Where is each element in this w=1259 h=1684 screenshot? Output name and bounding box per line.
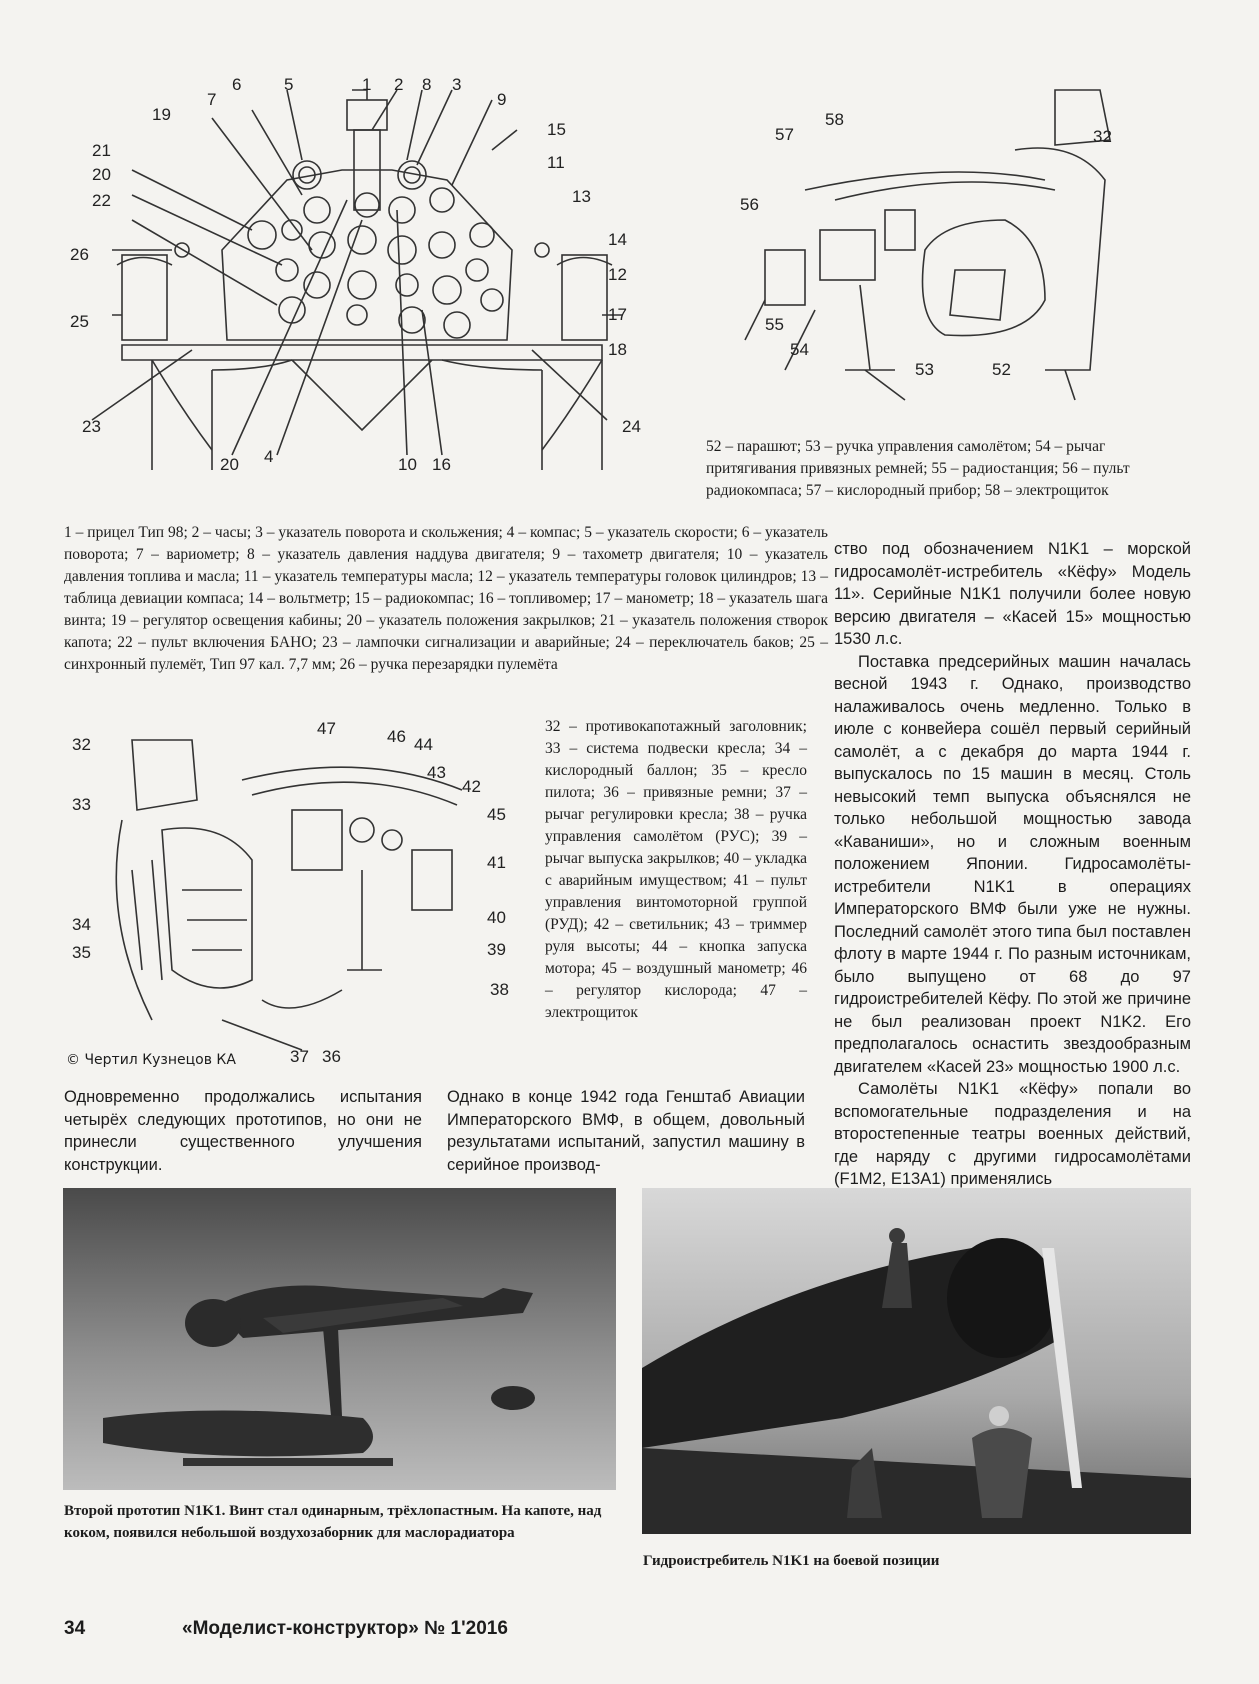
fig3-label-36: 36 bbox=[322, 1047, 341, 1066]
fig1-label-22: 22 bbox=[92, 191, 111, 210]
fig2-label-57: 57 bbox=[775, 125, 794, 144]
fig1-label-23: 23 bbox=[82, 417, 101, 436]
column-3-paragraph-2: Поставка предсерийных машин началась весной 1943 г. Однако, производство налаживалось очень медленно. Только в июле с конвейера сошёл первый серийный самолёт, а с декабря до марта 1944 г. выпускалось по 15 машин в месяц. Столь невысокий темп выпуска объяснялся не только небольшой мощностью завода «Каваниши», но и сложным военным положением Японии. Гидросамолёты-истребители N1K1 в операциях Императорского ВМФ были уже не нужны. Последний самолёт этого типа был поставлен флоту в марте 1944 г. По разным источникам, было выпущено от 68 до 97 гидроистребителей Кёфу. По этой же причине не был реализован проект N1K2. Его предполагалось оснастить звездообразным двигателем «Касей 23» мощностью 1900 л.с. bbox=[834, 652, 1191, 1076]
column-3-paragraph-3: Самолёты N1K1 «Кёфу» попали во вспомогательные подразделения и на второстепенные театры военных действий, где наряду с другими гидросамолётами (F1M2, E13A1) применялись bbox=[834, 1080, 1191, 1188]
column-2-paragraph: Однако в конце 1942 года Генштаб Авиации Императорского ВМФ, в общем, довольный результатами испытаний, запустил машину в серийное производ- bbox=[447, 1088, 805, 1174]
fig1-label-20-top: 20 bbox=[92, 165, 111, 184]
fig1-label-3: 3 bbox=[452, 75, 462, 94]
drawing-credit-text: Чертил Кузнецов КА bbox=[84, 1052, 236, 1068]
fig1-label-13: 13 bbox=[572, 187, 591, 206]
fig2-label-58: 58 bbox=[825, 110, 844, 129]
article-column-3 bbox=[834, 538, 1191, 1191]
fig1-label-17: 17 bbox=[608, 305, 627, 324]
column-1-paragraph: Одновременно продолжались испытания четырёх следующих прототипов, но они не принесли существенного улучшения конструкции. bbox=[64, 1088, 422, 1174]
fig1-label-4: 4 bbox=[264, 447, 274, 466]
fig1-label-15: 15 bbox=[547, 120, 566, 139]
fig1-label-9: 9 bbox=[497, 90, 507, 109]
fig1-label-10: 10 bbox=[398, 455, 417, 474]
fig1-label-7: 7 bbox=[207, 90, 217, 109]
fig2-label-32: 32 bbox=[1093, 127, 1112, 146]
fig1-label-25: 25 bbox=[70, 312, 89, 331]
fig3-label-37: 37 bbox=[290, 1047, 309, 1066]
fig2-label-53: 53 bbox=[915, 360, 934, 379]
fig1-label-26: 26 bbox=[70, 245, 89, 264]
fig3-label-42: 42 bbox=[462, 777, 481, 796]
page-number: 34 bbox=[64, 1618, 86, 1639]
fig2-legend: 52 – парашют; 53 – ручка управления самолётом; 54 – рычаг притягивания привязных ремней; 55 – радиостанция; 56 – пульт радиокомпаса; 57 – кислородный прибор; 58 – электрощиток bbox=[706, 438, 1130, 499]
fig2-label-56: 56 bbox=[740, 195, 759, 214]
fig1-label-8: 8 bbox=[422, 75, 432, 94]
fig1-label-11: 11 bbox=[547, 153, 565, 172]
fig3-label-32: 32 bbox=[72, 735, 91, 754]
article-column-1 bbox=[64, 1086, 422, 1176]
fig3-label-46: 46 bbox=[387, 727, 406, 746]
photo-right-caption: Гидроистребитель N1K1 на боевой позиции bbox=[643, 1553, 940, 1569]
fig3-label-44: 44 bbox=[414, 735, 433, 754]
fig1-label-6: 6 bbox=[232, 75, 242, 94]
magazine-title: «Моделист-конструктор» № 1'2016 bbox=[182, 1618, 508, 1639]
fig1-label-2: 2 bbox=[394, 75, 404, 94]
fig1-label-12: 12 bbox=[608, 265, 627, 284]
instrument-panel-drawing bbox=[62, 70, 662, 510]
fig3-label-45: 45 bbox=[487, 805, 506, 824]
fig3-label-43: 43 bbox=[427, 763, 446, 782]
fig3-label-35: 35 bbox=[72, 943, 91, 962]
fig1-label-14: 14 bbox=[608, 230, 627, 249]
fig1-legend: 1 – прицел Тип 98; 2 – часы; 3 – указатель поворота и скольжения; 4 – компас; 5 – указатель скорости; 6 – указатель поворота; 7 – вариометр; 8 – указатель давления наддува двигателя; 9 – тахометр двигателя; 10 – указатель давления топлива и масла; 11 – указатель температуры масла; 12 – указатель температуры головок цилиндров; 13 – таблица девиации компаса; 14 – вольтметр; 15 – радиокомпас; 16 – топливомер; 17 – манометр; 18 – указатель шага винта; 19 – регулятор освещения кабины; 20 – указатель положения закрылков; 21 – указатель положения створок капота; 22 – пульт включения БАНО; 23 – лампочки сигнализации и аварийные; 24 – переключатель баков; 25 – синхронный пулемёт, Тип 97 кал. 7,7 мм; 26 – ручка перезарядки пулемёта bbox=[64, 524, 828, 673]
fig3-label-34: 34 bbox=[72, 915, 91, 934]
fig2-label-52: 52 bbox=[992, 360, 1011, 379]
fig1-label-20-bottom: 20 bbox=[220, 455, 239, 474]
cockpit-seat-drawing bbox=[740, 70, 1175, 415]
fig3-label-38: 38 bbox=[490, 980, 509, 999]
photo-second-prototype bbox=[63, 1188, 616, 1490]
fig1-label-18: 18 bbox=[608, 340, 627, 359]
fig3-label-39: 39 bbox=[487, 940, 506, 959]
fig1-label-1: 1 bbox=[362, 75, 372, 94]
fig1-label-24: 24 bbox=[622, 417, 641, 436]
photo-combat-position bbox=[642, 1188, 1191, 1534]
fig3-label-41: 41 bbox=[487, 853, 506, 872]
fig3-label-40: 40 bbox=[487, 908, 506, 927]
fig3-label-33: 33 bbox=[72, 795, 91, 814]
fig3-legend: 32 – противокапотажный заголовник; 33 – система подвески кресла; 34 – кислородный баллон; 35 – кресло пилота; 36 – привязные ремни; 37 – рычаг регулировки кресла; 38 – ручка управления самолётом (РУС); 39 – рычаг выпуска закрылков; 40 – укладка с аварийным имуществом; 41 – пульт управления винтомоторной группой (РУД); 42 – светильник; 43 – триммер руля высоты; 44 – кнопка запуска мотора; 45 – воздушный манометр; 46 – регулятор кислорода; 47 – электрощиток bbox=[545, 718, 807, 1021]
fig1-label-16: 16 bbox=[432, 455, 451, 474]
fig1-label-21: 21 bbox=[92, 141, 111, 160]
drawing-credit bbox=[66, 1052, 236, 1068]
photo-left-caption: Второй прототип N1K1. Винт стал одинарным, трёхлопастным. На капоте, над коком, появился небольшой воздухозаборник для маслорадиатора bbox=[64, 1503, 602, 1541]
pilot-seat-drawing bbox=[62, 720, 517, 1070]
fig2-label-55: 55 bbox=[765, 315, 784, 334]
article-column-2 bbox=[447, 1086, 805, 1176]
copyright-icon: © bbox=[66, 1052, 80, 1068]
fig1-label-5: 5 bbox=[284, 75, 294, 94]
fig3-label-47: 47 bbox=[317, 719, 336, 738]
fig2-label-54: 54 bbox=[790, 340, 809, 359]
fig1-label-19: 19 bbox=[152, 105, 171, 124]
column-3-paragraph-1: ство под обозначением N1K1 – морской гидросамолёт-истребитель «Кёфу» Модель 11». Серийные N1K1 получили более новую версию двигателя – «Касей 15» мощностью 1530 л.с. bbox=[834, 540, 1191, 648]
